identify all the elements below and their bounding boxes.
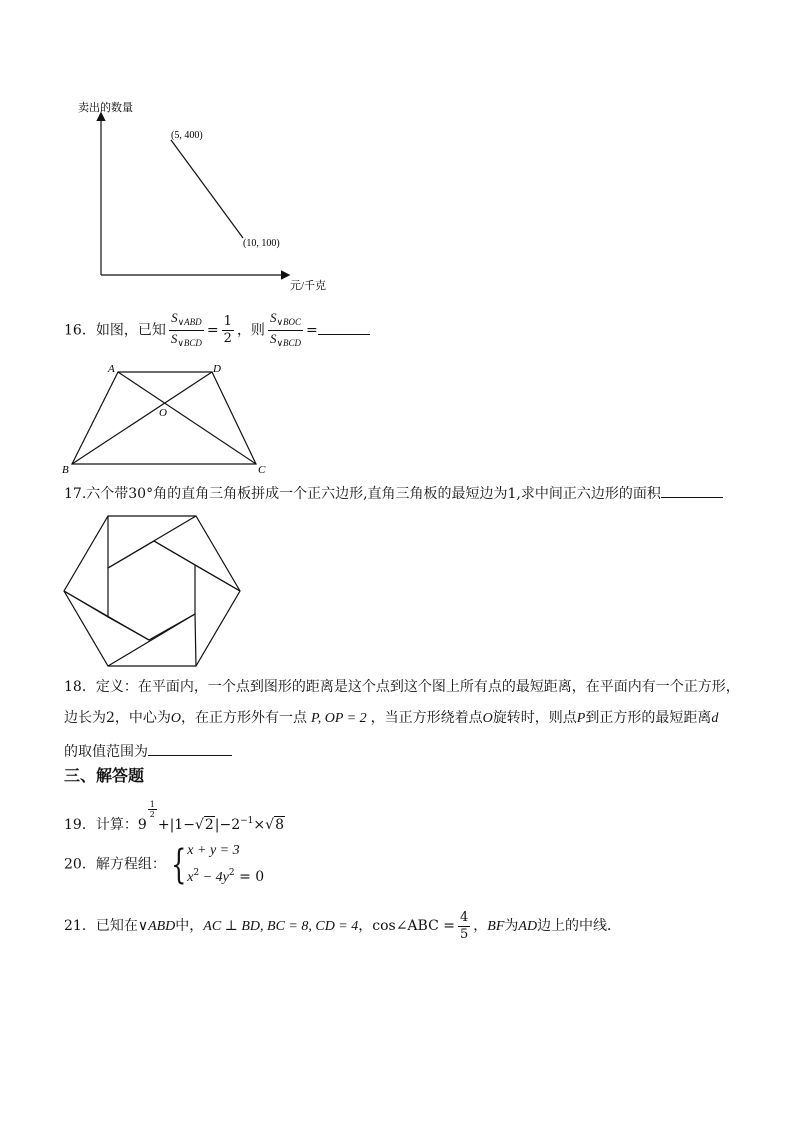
q16-fraction-half: $\frac{1}{2}$ xyxy=(223,314,232,346)
triangle-edge-7 xyxy=(195,565,240,591)
question-17 xyxy=(64,484,723,504)
q18-answer-blank xyxy=(148,755,232,756)
label-B: B xyxy=(62,464,69,476)
label-C: C xyxy=(258,464,266,476)
q16-fraction-1: $\frac{S_{\vee ABD}}{S_{\vee BCD}}$ xyxy=(170,310,202,348)
section-title: 三、解答题 xyxy=(64,766,145,785)
sales-graph xyxy=(60,98,340,294)
outer-hexagon xyxy=(64,516,240,666)
question-19: 19．计算：9 $\frac{1}{2}$ $+|1-√2|-2^{-1}\times√8$ xyxy=(64,800,284,833)
q16-mid: ，则 xyxy=(236,322,265,339)
triangle-edge-2 xyxy=(108,516,196,568)
question-18-line-2: 边长为2，中心为O，在正方形外有一点 P, OP = 2 ，当正方形绕着点O旋转时，则点P到正方形的最短距离d xyxy=(64,710,719,726)
label-D: D xyxy=(213,363,221,375)
question-18-line-1: 18．定义：在平面内，一个点到图形的距离是这个点到这个图上所有点的最短距离，在平面内有一个正方形， xyxy=(64,679,740,695)
hexagon-figure xyxy=(60,514,244,668)
diagonal-AC xyxy=(118,372,256,464)
triangle-edge-8 xyxy=(64,591,108,617)
point-label-1: (5, 400) xyxy=(171,130,203,141)
triangle-edge-5 xyxy=(108,614,195,666)
question-20: 20．解方程组： { x + y = 3 $x^2 - 4y^2 = 0$ xyxy=(64,841,265,888)
equation-system: x + y = 3 $x^2 - 4y^2 = 0$ xyxy=(187,843,265,885)
triangle-edge-4 xyxy=(195,614,196,666)
q16-answer-blank xyxy=(318,334,370,335)
question-18-line-3: 的取值范围为 xyxy=(64,742,232,762)
label-A: A xyxy=(108,363,115,375)
diagonal-BD xyxy=(72,372,212,464)
q17-text: 17.六个带30°角的直角三角板拼成一个正六边形,直角三角板的最短边为1,求中间正六边形的面积 xyxy=(64,486,661,502)
q16-fraction-2: $\frac{S_{\vee BOC}}{S_{\vee BCD}}$ xyxy=(269,310,302,348)
question-16: 16．如图，已知 $\frac{S_{\vee ABD}}{S_{\vee BCD}}$ = $\frac{1}{2}$ ，则 $\frac{S_{\vee BOC}}{S_{\vee BCD}}$ = xyxy=(64,310,370,350)
q17-answer-blank xyxy=(661,497,723,498)
label-O: O xyxy=(159,407,167,419)
q16-eq: = xyxy=(306,322,318,339)
y-axis-label: 卖出的数量 xyxy=(78,102,133,114)
sales-line xyxy=(171,140,243,238)
trapezoid-figure xyxy=(60,360,280,476)
question-21: 21．已知在∨ABD中，AC ⊥ BD, BC = 8, CD = 4，cos∠ABC = $\frac{4}{5}$ ，BF为AD边上的中线． xyxy=(64,909,622,942)
x-axis-label: 元/千克 xyxy=(290,280,327,292)
system-brace: { xyxy=(170,841,187,888)
q16-prefix: 16．如图，已知 xyxy=(64,322,166,339)
q19-exponent: $\frac{1}{2}$ xyxy=(149,800,155,819)
q21-fraction: $\frac{4}{5}$ xyxy=(460,909,469,942)
inner-hexagon xyxy=(108,541,195,640)
point-label-2: (10, 100) xyxy=(243,238,280,249)
